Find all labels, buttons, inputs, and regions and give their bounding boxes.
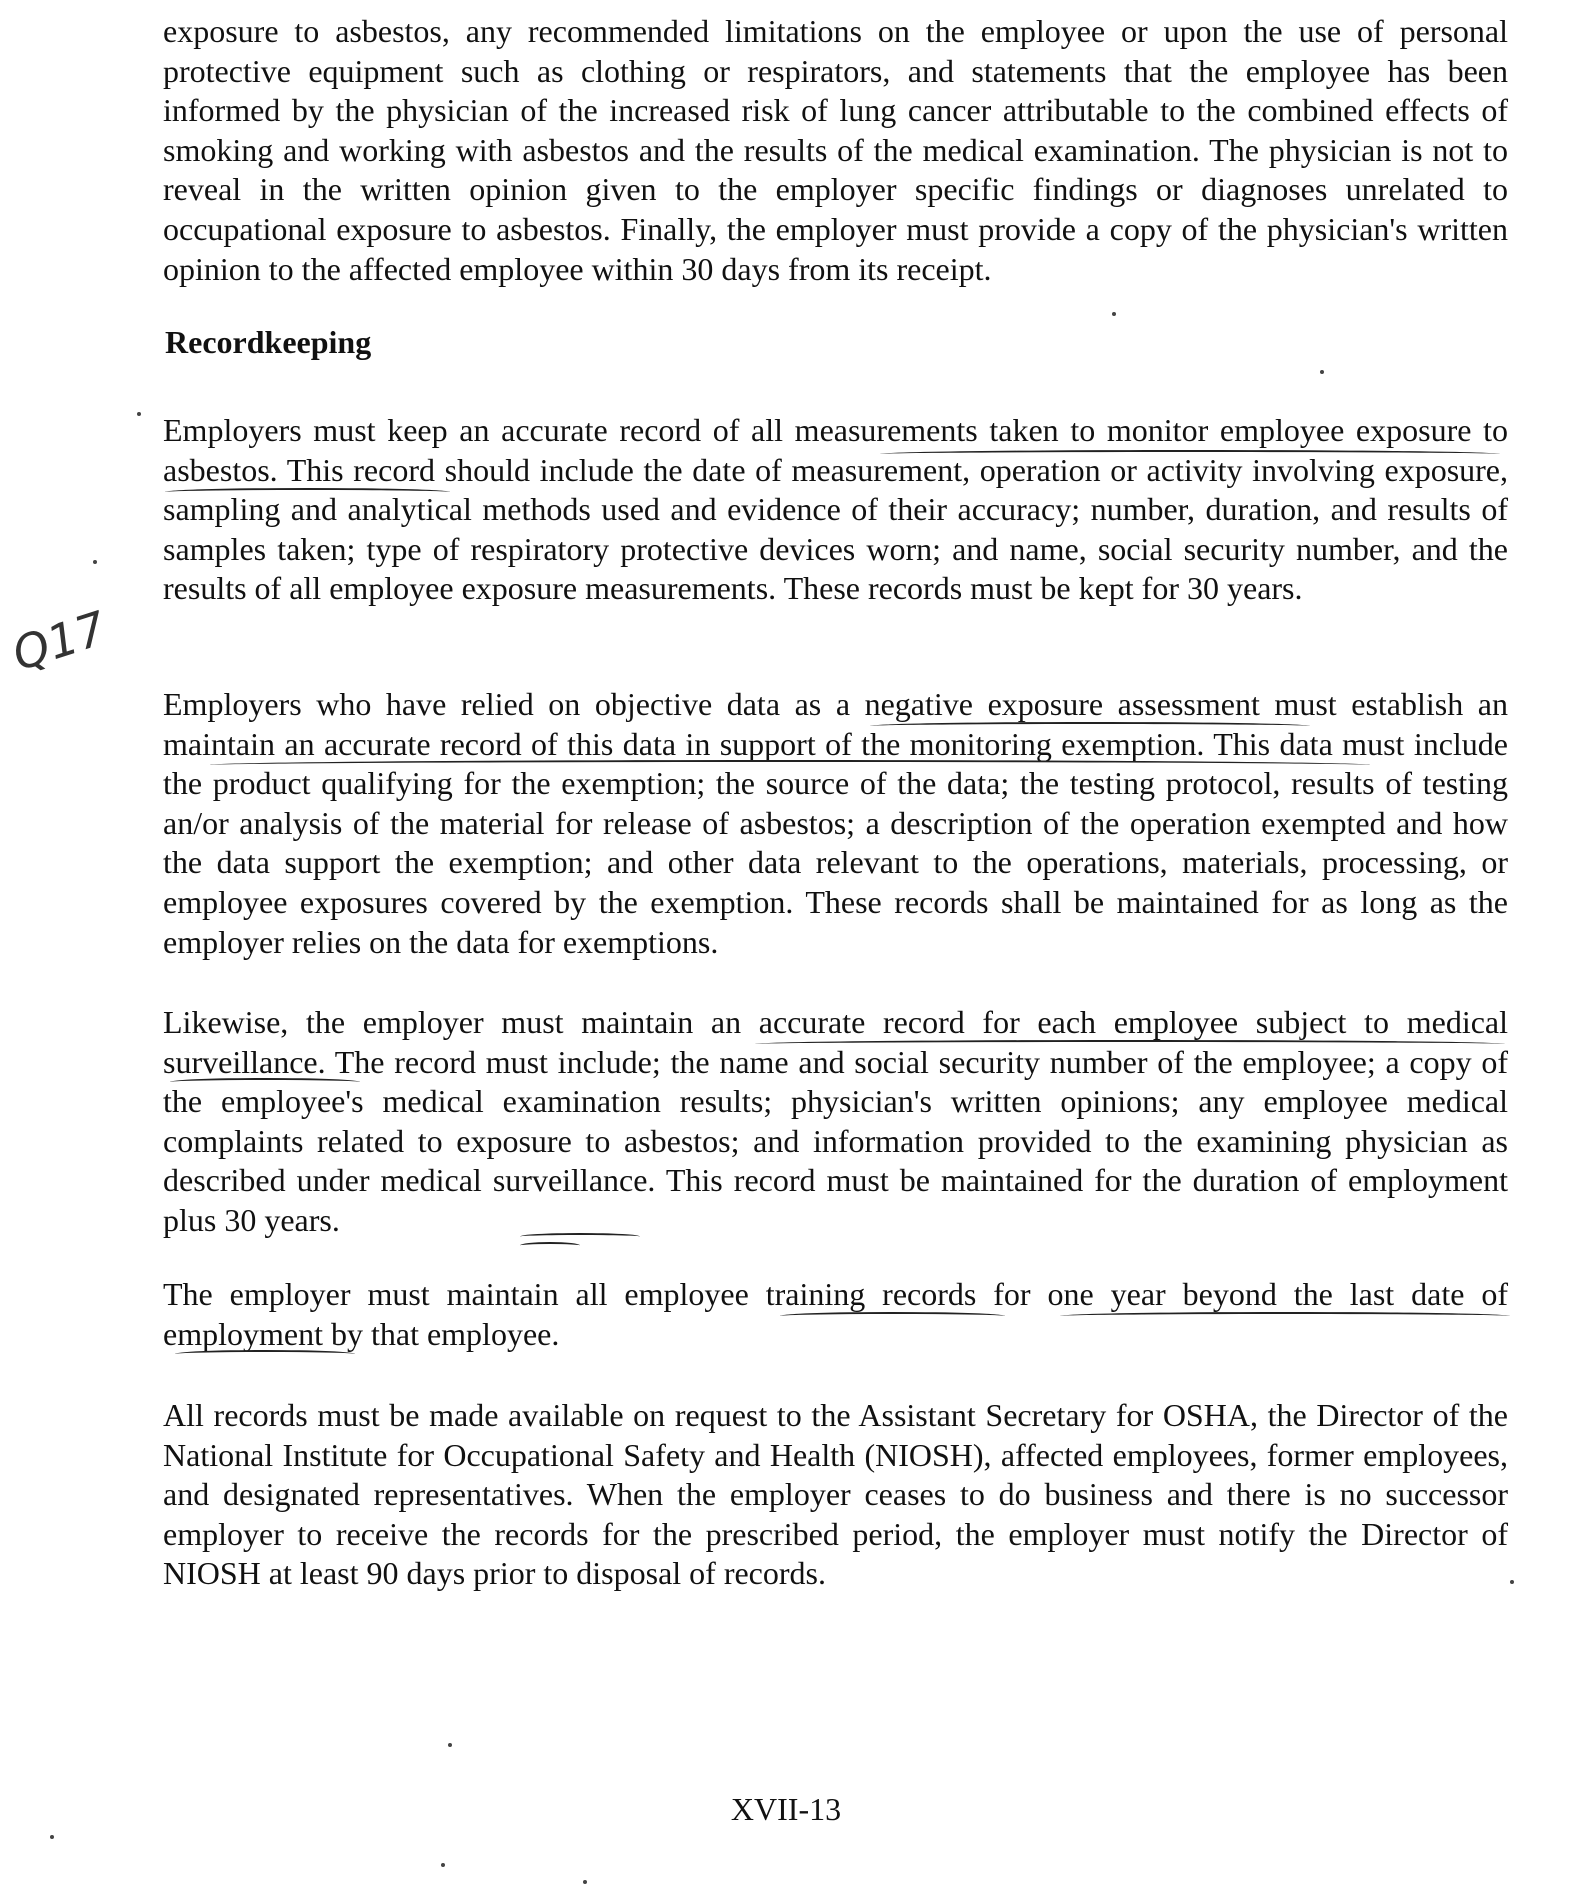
scan-speck [1510, 1580, 1514, 1584]
handwritten-underline [1060, 1312, 1510, 1320]
paragraph-medical-surveillance: Likewise, the employer must maintain an accurate record for each employee subject to medical surveillance. The record must include; the name and social security number of the employee; a copy of the employee's medical examination results; physician's written opinions; any employee medical complaints related to exposure to asbestos; and information provided to the examining physician as described under medical surveillance. This record must be maintained for the duration of employment plus 30 years. [163, 1004, 1508, 1238]
scan-speck [93, 560, 97, 564]
top-paragraph: exposure to asbestos, any recommended limitations on the employee or upon the use of personal protective equipment such as clothing or respirators, and statements that the employee has been informed by the physician of the increased risk of lung cancer attributable to the combined effects of smoking and working with asbestos and the results of the medical examination. The physician is not to reveal in the written opinion given to the employer specific findings or diagnoses unrelated to occupational exposure to asbestos. Finally, the employer must provide a copy of the physician's written opinion to the affected employee within 30 days from its receipt. [163, 13, 1508, 287]
handwritten-underline [175, 1350, 355, 1358]
paragraph-objective-data: Employers who have relied on objective data as a negative exposure assessment must establish an maintain an accurate record of this data in support of the monitoring exemption. This data must include the product qualifying for the exemption; the source of the data; the testing protocol, results of testing an/or analysis of the material for release of asbestos; a description of the operation exempted and how the data support the exemption; and other data relevant to the operations, materials, processing, or employee exposures covered by the exemption. These records shall be maintained for as long as the employer relies on the data for exemptions. [163, 686, 1508, 960]
handwritten-underline [755, 1040, 1505, 1048]
scan-speck [1320, 370, 1324, 374]
scan-speck [137, 412, 141, 416]
handwritten-underline [520, 1242, 580, 1249]
paragraph-availability: All records must be made available on request to the Assistant Secretary for OSHA, the Director of the National Institute for Occupational Safety and Health (NIOSH), affected employees, former employees, and designated representatives. When the employer ceases to do business and there is no successor employer to receive the records for the prescribed period, the employer must notify the Director of NIOSH at least 90 days prior to disposal of records. [163, 1397, 1508, 1592]
section-heading: Recordkeeping [165, 324, 372, 360]
handwritten-underline [520, 1233, 640, 1240]
handwritten-underline [210, 760, 1370, 770]
handwritten-margin-note: Q17 [6, 600, 113, 682]
paragraph-measurements: Employers must keep an accurate record of all measurements taken to monitor employee exposure to asbestos. This record should include the date of measurement, operation or activity involving exposure, sampling and analytical methods used and evidence of their accuracy; number, duration, and results of samples taken; type of respiratory protective devices worn; and name, social security number, and the results of all employee exposure measurements. These records must be kept for 30 years. [163, 412, 1508, 607]
scan-speck [1112, 312, 1116, 316]
handwritten-underline [780, 1312, 1005, 1320]
scan-speck [441, 1863, 445, 1867]
handwritten-underline [880, 450, 1500, 458]
handwritten-underline [165, 488, 450, 496]
handwritten-underline [870, 722, 1310, 730]
scan-speck [50, 1835, 54, 1839]
scan-speck [448, 1743, 452, 1747]
page-number: XVII-13 [730, 1791, 842, 1827]
handwritten-underline [170, 1078, 360, 1086]
scan-speck [583, 1880, 587, 1884]
paragraph-training-records: The employer must maintain all employee training records for one year beyond the last date of employment by that employee. [163, 1276, 1508, 1352]
